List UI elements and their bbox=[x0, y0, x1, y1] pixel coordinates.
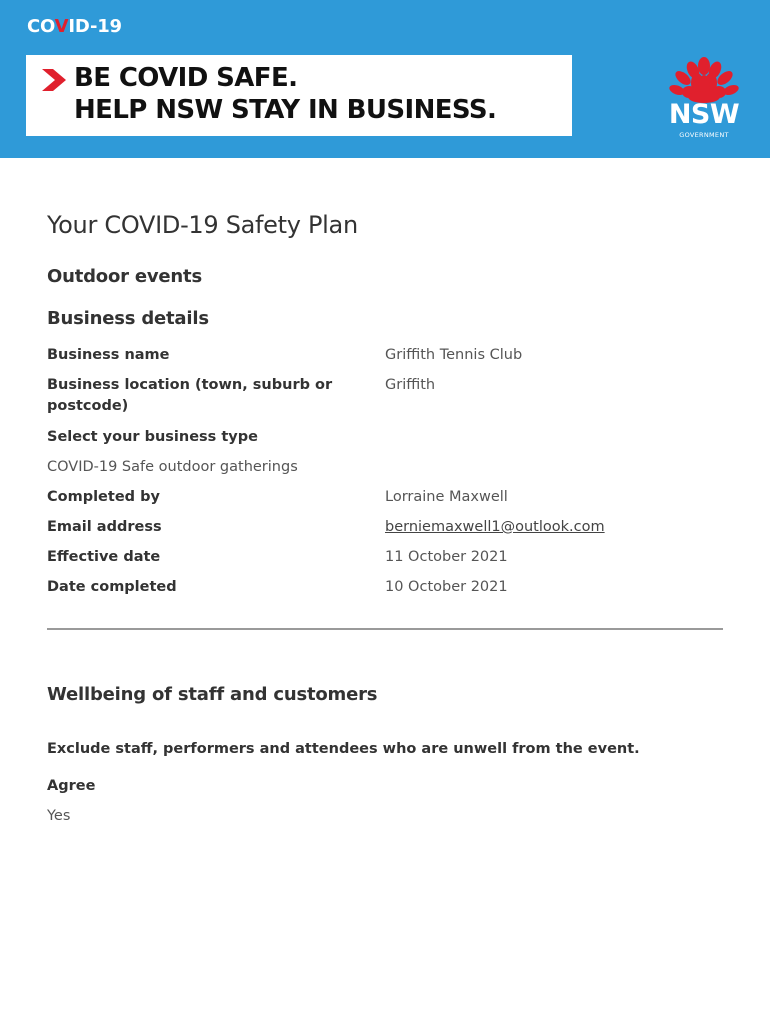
date-completed-label: Date completed bbox=[47, 579, 177, 595]
covid-v: V bbox=[54, 16, 69, 37]
business-details-heading: Business details bbox=[47, 308, 209, 329]
business-type-label: Select your business type bbox=[47, 429, 258, 445]
wellbeing-heading: Wellbeing of staff and customers bbox=[47, 684, 378, 705]
covid-suffix: ID-19 bbox=[68, 16, 122, 37]
slogan-box bbox=[26, 55, 572, 136]
nsw-government-logo bbox=[666, 56, 742, 140]
page-title: Your COVID-19 Safety Plan bbox=[47, 211, 358, 239]
email-value-cell bbox=[385, 517, 605, 538]
date-completed-value: 10 October 2021 bbox=[385, 579, 508, 595]
effective-date-value: 11 October 2021 bbox=[385, 549, 508, 565]
effective-date-label: Effective date bbox=[47, 549, 161, 565]
business-type-value: COVID-19 Safe outdoor gatherings bbox=[47, 459, 298, 475]
section-divider bbox=[47, 628, 723, 630]
email-link[interactable]: berniemaxwell1@outlook.com bbox=[385, 519, 605, 535]
business-location-value: Griffith bbox=[385, 377, 436, 393]
agree-value: Yes bbox=[47, 808, 71, 824]
business-name-label: Business name bbox=[47, 347, 170, 363]
completed-by-value: Lorraine Maxwell bbox=[385, 489, 508, 505]
completed-by-label: Completed by bbox=[47, 489, 160, 505]
wellbeing-question: Exclude staff, performers and attendees who are unwell from the event. bbox=[47, 741, 640, 757]
header-banner bbox=[0, 0, 770, 158]
slogan-line-1: BE COVID SAFE. bbox=[74, 63, 298, 93]
business-location-label: Business location (town, suburb or postcode) bbox=[47, 377, 333, 414]
chevron-right-icon bbox=[40, 66, 68, 94]
plan-category: Outdoor events bbox=[47, 266, 202, 287]
covid-19-label bbox=[27, 16, 122, 37]
slogan-line-2: HELP NSW STAY IN BUSINESS. bbox=[74, 95, 497, 125]
nsw-logo-subtext: GOVERNMENT bbox=[679, 131, 729, 139]
agree-label: Agree bbox=[47, 778, 96, 794]
email-label: Email address bbox=[47, 519, 162, 535]
nsw-logo-text: NSW bbox=[668, 99, 740, 130]
waratah-icon bbox=[669, 56, 739, 104]
business-name-value: Griffith Tennis Club bbox=[385, 347, 523, 363]
covid-prefix: CO bbox=[27, 16, 55, 37]
